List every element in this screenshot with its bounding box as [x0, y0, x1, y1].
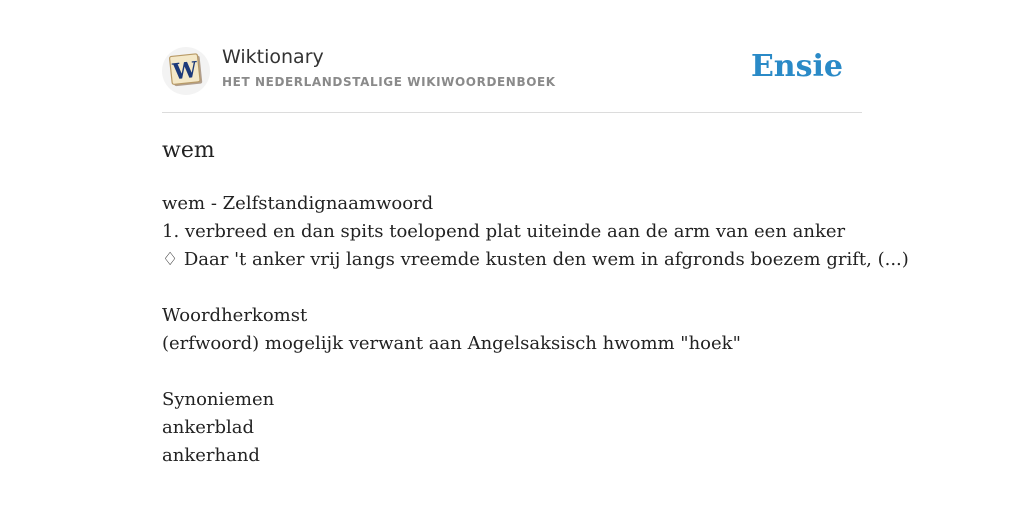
logo-letter: W: [171, 56, 199, 86]
synonym-item: ankerblad: [162, 417, 255, 438]
definition-text: 1. verbreed en dan spits toelopend plat uiteinde aan de arm van een anker: [162, 221, 846, 242]
etymology-text: (erfwoord) mogelijk verwant aan Angelsaksisch hwomm "hoek": [162, 333, 741, 354]
site-header: [162, 0, 862, 113]
page-container: [162, 0, 909, 466]
entry-content: [162, 190, 909, 470]
page-title: wem: [162, 138, 215, 163]
definition-heading: wem - Zelfstandignaamwoord: [162, 193, 434, 214]
wiktionary-logo[interactable]: [162, 47, 210, 95]
site-title[interactable]: Wiktionary: [222, 46, 324, 68]
wiktionary-tile-icon: [166, 51, 206, 91]
synonym-item: ankerhand: [162, 445, 260, 466]
example-text: ♢ Daar 't anker vrij langs vreemde kusten den wem in afgronds boezem grift, (...): [162, 249, 909, 270]
etymology-heading: Woordherkomst: [162, 305, 308, 326]
ensie-brand-link[interactable]: Ensie: [750, 49, 843, 84]
spacer: [162, 274, 909, 302]
synonyms-heading: Synoniemen: [162, 389, 275, 410]
spacer: [162, 358, 909, 386]
site-subtitle: HET NEDERLANDSTALIGE WIKIWOORDENBOEK: [222, 75, 556, 89]
